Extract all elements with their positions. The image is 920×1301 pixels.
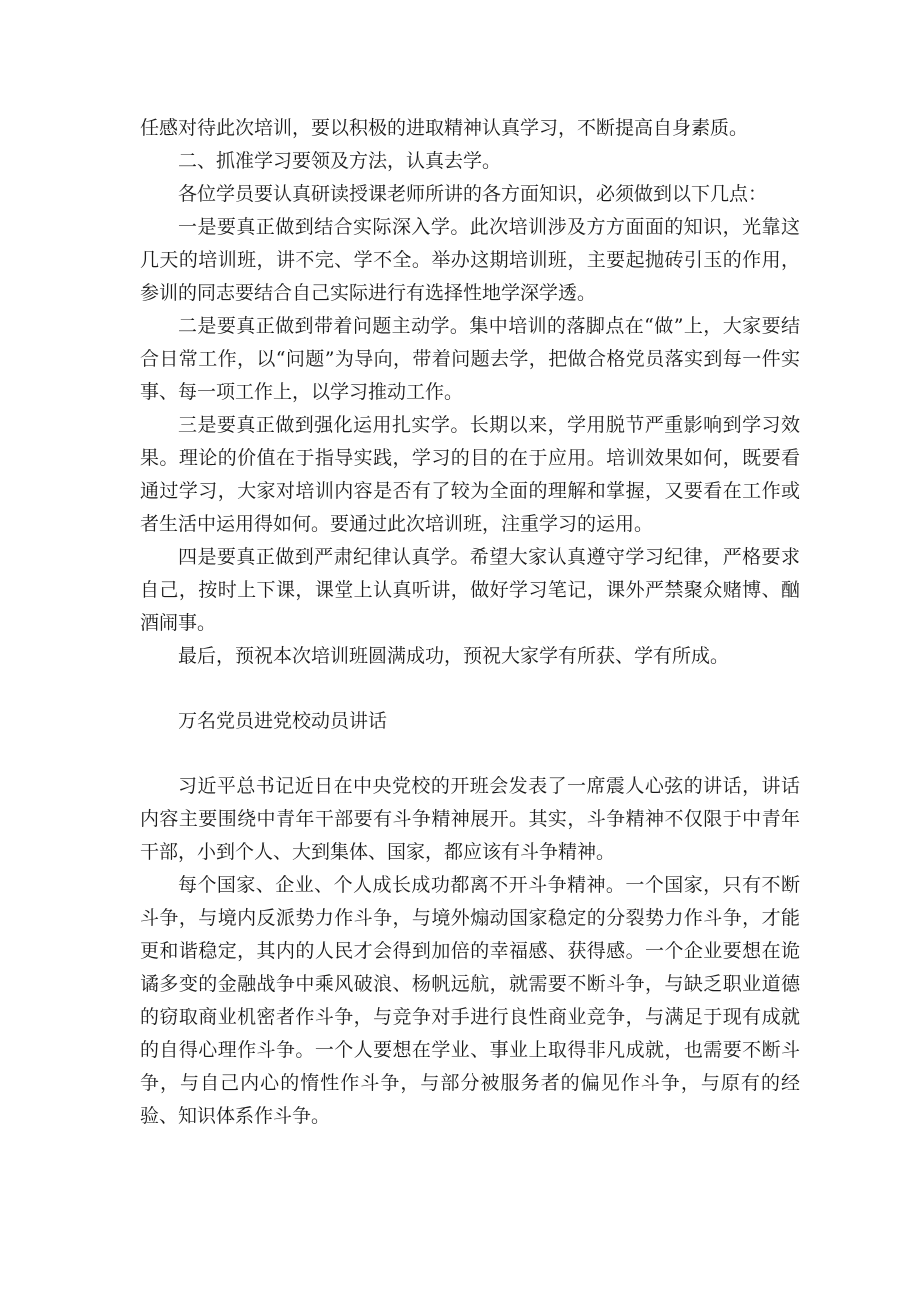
document-body — [140, 112, 800, 1133]
paragraph: 最后，预祝本次培训班圆满成功，预祝大家学有所获、学有所成。 — [178, 645, 730, 667]
paragraph: 习近平总书记近日在中央党校的开班会发表了一席震人心弦的讲话，讲话内容主要围绕中青年干部要有斗争精神展开。其实，斗争精神不仅限于中青年干部，小到个人、大到集体、国家，都应该有斗争精神。 — [140, 775, 800, 863]
paragraph: 任感对待此次培训，要以积极的进取精神认真学习，不断提高自身素质。 — [140, 117, 749, 139]
section-heading-2: 二、抓准学习要领及方法，认真去学。 — [178, 150, 502, 172]
article-title: 万名党员进党校动员讲话 — [178, 710, 388, 732]
paragraph: 每个国家、企业、个人成长成功都离不开斗争精神。一个国家，只有不断斗争，与境内反派势力作斗争，与境外煽动国家稳定的分裂势力作斗争，才能更和谐稳定，其内的人民才会得到加倍的幸福感、获得感。一个企业要想在诡谲多变的金融战争中乘风破浪、杨帆远航，就需要不断斗争，与缺乏职业道德的窃取商业机密者作斗争，与竞争对手进行良性商业竞争，与满足于现有成就的自得心理作斗争。一个人要想在学业、事业上取得非凡成就，也需要不断斗争，与自己内心的惰性作斗争，与部分被服务者的偏见作斗争，与原有的经验、知识体系作斗争。 — [140, 874, 800, 1127]
paragraph: 一是要真正做到结合实际深入学。此次培训涉及方方面面的知识，光靠这几天的培训班，讲不完、学不全。举办这期培训班，主要起抛砖引玉的作用，参训的同志要结合自己实际进行有选择性地学深学透。 — [140, 216, 800, 304]
paragraph: 四是要真正做到严肃纪律认真学。希望大家认真遵守学习纪律，严格要求自己，按时上下课，课堂上认真听讲，做好学习笔记，课外严禁聚众赌博、酗酒闹事。 — [140, 546, 800, 634]
paragraph: 三是要真正做到强化运用扎实学。长期以来，学用脱节严重影响到学习效果。理论的价值在于指导实践，学习的目的在于应用。培训效果如何，既要看通过学习，大家对培训内容是否有了较为全面的理解和掌握，又要看在工作或者生活中运用得如何。要通过此次培训班，注重学习的运用。 — [140, 414, 800, 535]
paragraph: 二是要真正做到带着问题主动学。集中培训的落脚点在“做”上，大家要结合日常工作，以“问题”为导向，带着问题去学，把做合格党员落实到每一件实事、每一项工作上，以学习推动工作。 — [140, 315, 800, 403]
paragraph: 各位学员要认真研读授课老师所讲的各方面知识，必须做到以下几点： — [178, 183, 768, 205]
